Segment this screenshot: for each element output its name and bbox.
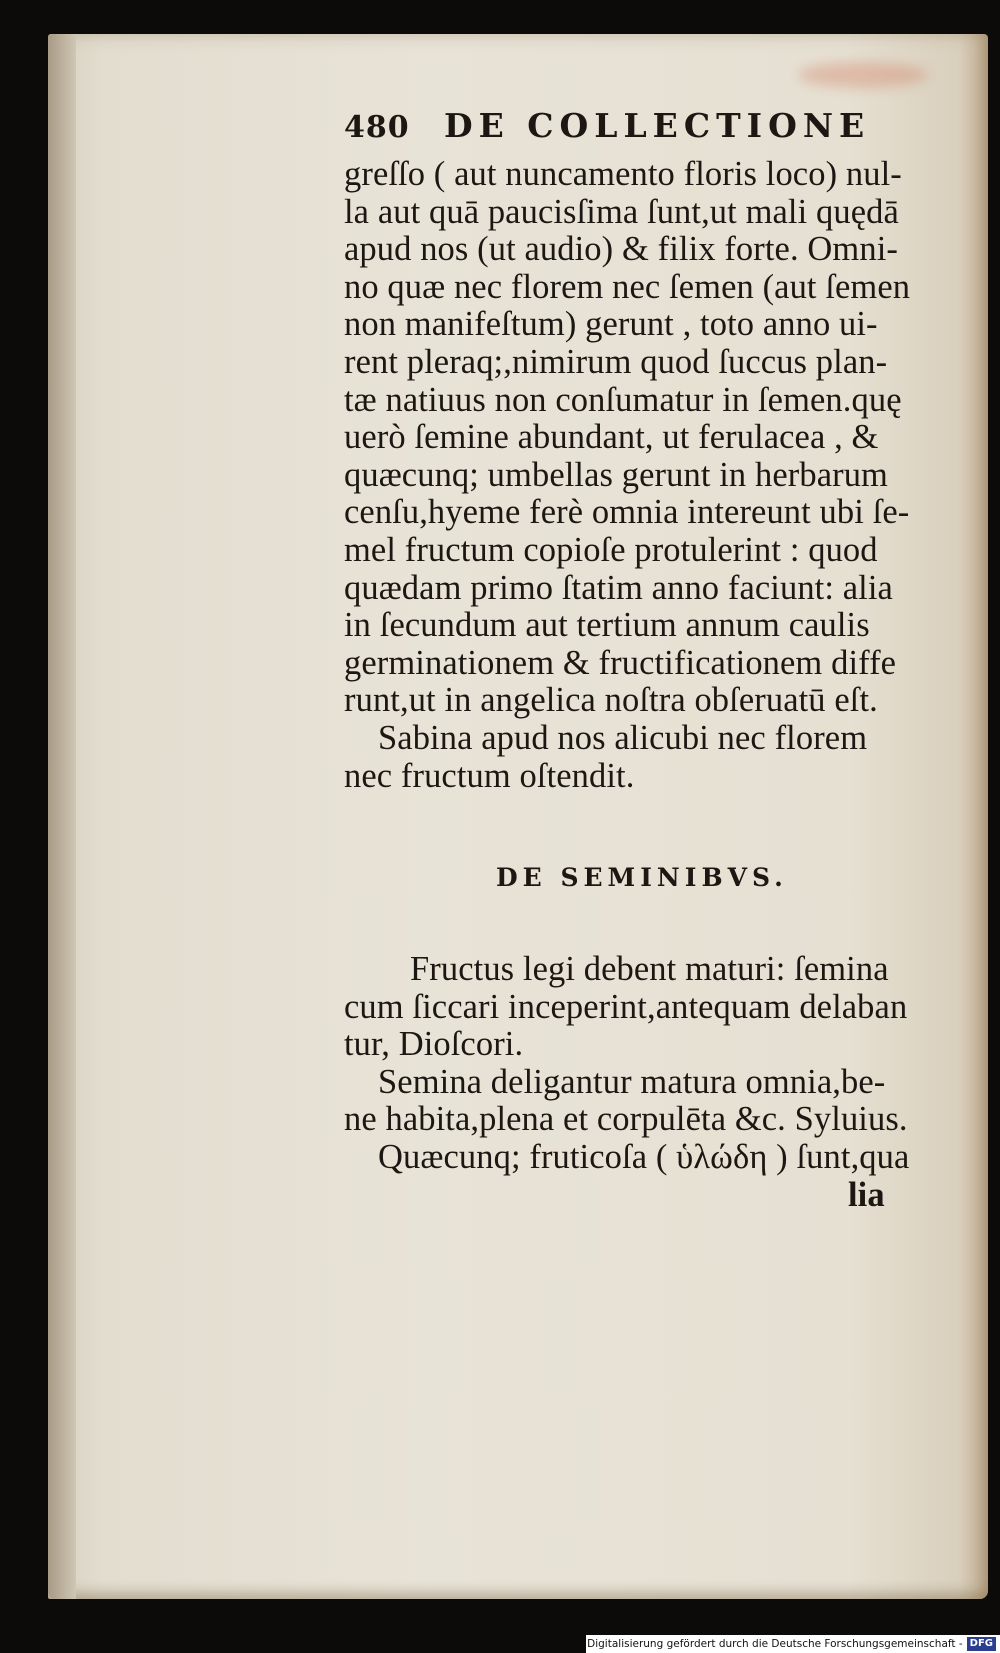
text-line: mel fructum copioſe protulerint : quod — [344, 530, 878, 569]
text-line: runt,ut in angelica noſtra obſeruatū eſt. — [344, 681, 878, 720]
credit-text: Digitalisierung gefördert durch die Deutsche Forschungsgemeinschaft - — [587, 1638, 963, 1650]
page-number: 480 — [344, 110, 410, 145]
catchword: lia — [848, 1175, 885, 1214]
text-line: quædam primo ſtatim anno faciunt: alia — [344, 568, 893, 607]
book-page — [48, 34, 988, 1599]
text-line: non manifeſtum) gerunt , toto anno ui- — [344, 305, 878, 344]
section-heading: DE SEMINIBVS. — [496, 863, 788, 893]
text-line: cenſu,hyeme ferè omnia intereunt ubi ſe- — [344, 493, 910, 532]
running-head — [344, 106, 944, 156]
text-line: tur, Dioſcori. — [344, 1025, 524, 1064]
paragraph-4 — [344, 1064, 944, 1139]
digitization-credit-bar — [586, 1635, 1000, 1653]
text-line: Fructus legi debent maturi: ſemina — [410, 950, 889, 989]
text-line: greſſo ( aut nuncamento floris loco) nul- — [344, 155, 902, 193]
paragraph-5 — [344, 1139, 944, 1177]
dfg-logo: DFG — [967, 1637, 996, 1651]
text-line: Quæcunq; fruticoſa ( ὑλώδη ) ſunt,qua — [378, 1138, 910, 1177]
text-line: germinationem & fructificationem diffe — [344, 643, 897, 682]
text-line: cum ſiccari inceperint,antequam delaban — [344, 987, 908, 1026]
text-line: apud nos (ut audio) & filix forte. Omni- — [344, 230, 898, 269]
text-line: ne habita,plena et corpulēta &c. Syluius. — [344, 1100, 908, 1139]
text-line: in ſecundum aut tertium annum caulis — [344, 606, 870, 645]
text-line: rent pleraq;,nimirum quod ſuccus plan- — [344, 342, 888, 381]
text-line: Semina deligantur matura omnia,be- — [378, 1062, 886, 1101]
text-line: Sabina apud nos alicubi nec florem — [378, 718, 868, 757]
text-line: quæcunq; umbellas gerunt in herbarum — [344, 455, 888, 494]
paragraph-2 — [344, 720, 944, 795]
text-line: la aut quā paucisſima ſunt,ut mali quędā — [344, 192, 899, 231]
paragraph-3 — [344, 951, 944, 1064]
text-block — [344, 106, 944, 1214]
page-stain — [798, 62, 928, 88]
running-title: DE COLLECTIONE — [444, 106, 871, 145]
page-gutter-shadow — [48, 34, 76, 1599]
spacer — [344, 903, 944, 951]
text-line: nec fructum oſtendit. — [344, 756, 635, 795]
spacer — [344, 795, 944, 863]
text-line: no quæ nec florem nec ſemen (aut ſemen — [344, 267, 911, 306]
text-line: uerò ſemine abundant, ut ferulacea , & — [344, 418, 879, 457]
paragraph-1 — [344, 156, 944, 720]
text-line: tæ natiuus non conſumatur in ſemen.quę — [344, 380, 902, 419]
